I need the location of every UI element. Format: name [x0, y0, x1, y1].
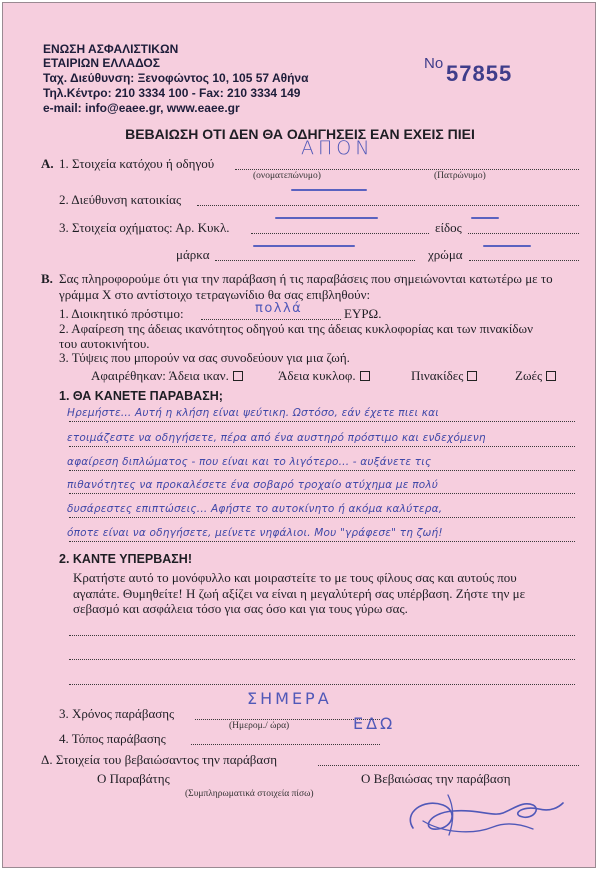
- color-field-line: [469, 260, 579, 261]
- section-b-intro: Σας πληροφορούμε ότι για την παράβαση ή τις παραβάσεις που σημειώνονται κατωτέρω με το γράμμα Χ στο αντίστοιχο τετραγωνίδιο θα σας επιβληθούν:: [59, 271, 553, 302]
- lives-checkbox[interactable]: [546, 371, 556, 381]
- owner-handwritten-value: ΑΠΟΝ: [301, 137, 374, 159]
- supplementary-note: (Συμπληρωματικά στοιχεία πίσω): [185, 789, 314, 799]
- handwriting-line: ετοιμάζεστε να οδηγήσετε, πέρα από ένα αυστηρό πρόστιμο και ενδεχόμενη: [67, 432, 486, 444]
- section-a-letter: Α.: [41, 156, 54, 171]
- lives-option: [515, 368, 556, 384]
- section-d-label: Δ. Στοιχεία του βεβαιώσαντος την παράβαση: [41, 752, 278, 767]
- part2-heading: 2. ΚΑΝΤΕ ΥΠΕΡΒΑΣΗ!: [59, 552, 192, 566]
- time-label: 3. Χρόνος παράβασης: [59, 706, 175, 721]
- license-checkbox-label: Αφαιρέθηκαν: Άδεια ικαν.: [91, 368, 229, 383]
- place-label: 4. Τόπος παράβασης: [59, 731, 166, 746]
- plate-pen-stroke: [275, 217, 378, 219]
- section-b-letter: Β.: [41, 271, 53, 286]
- type-label: είδος: [435, 220, 462, 235]
- brand-label: μάρκα: [176, 247, 210, 262]
- number-label: No: [424, 55, 444, 72]
- plate-field-line: [251, 233, 429, 234]
- type-field-line: [468, 233, 579, 234]
- address-field-line: [197, 205, 579, 206]
- removed-items-row: [91, 368, 243, 384]
- traffic-ticket-form: [2, 2, 596, 868]
- part1-line-4: [69, 493, 575, 494]
- org-phone-fax: Τηλ.Κέντρο: 210 3334 100 - Fax: 210 3334 149: [43, 86, 301, 100]
- license-checkbox[interactable]: [233, 371, 243, 381]
- fine-field-line: [201, 319, 341, 320]
- color-label: χρώμα: [428, 247, 463, 262]
- signature-icon: [383, 783, 583, 853]
- place-handwritten-value: ΕΔΩ: [353, 714, 396, 733]
- fine-handwritten-value: πολλά: [255, 301, 303, 316]
- owner-sub-name: (ονοματεπώνυμο): [253, 171, 321, 181]
- form-title: ΒΕΒΑΙΩΣΗ ΟΤΙ ΔΕΝ ΘΑ ΟΔΗΓΗΣΕΙΣ ΕΑΝ ΕΧΕΙΣ ΠΙΕΙ: [125, 126, 475, 142]
- address-pen-stroke: [291, 189, 367, 191]
- org-name-line1: ΕΝΩΣΗ ΑΣΦΑΛΙΣΤΙΚΩΝ: [43, 42, 179, 56]
- handwriting-line: δυσάρεστες επιπτώσεις... Αφήστε το αυτοκίνητο ή ακόμα καλύτερα,: [67, 503, 443, 515]
- brand-pen-stroke: [253, 245, 355, 247]
- time-sub: (Ημερομ./ ώρα): [229, 721, 290, 731]
- handwriting-line: αφαίρεση διπλώματος - που είναι και το λιγότερο... - αυξάνετε τις: [67, 456, 432, 468]
- plates-checkbox[interactable]: [467, 371, 477, 381]
- brand-field-line: [215, 260, 415, 261]
- handwriting-line: όποτε είναι να οδηγήσετε, μείνετε νηφάλιοι. Μου "γράφεσε" τη ζωή!: [67, 527, 443, 539]
- part1-line-1: [69, 421, 575, 422]
- part2-text: Κρατήστε αυτό το μονόφυλλο και μοιραστείτε το με τους φίλους σας και αυτούς που αγαπάτε. Θυμηθείτε! Η ζωή αξίζει να είναι η μεγαλύτερή σας υπέρβαση. Ζήστε την με σεβασμό και ασφάλεια τόσο για σας όσο και για τους γύρω σας.: [73, 570, 526, 616]
- part1-heading: 1. ΘΑ ΚΑΝΕΤΕ ΠΑΡΑΒΑΣΗ;: [59, 389, 223, 403]
- handwriting-line: πιθανότητες να προκαλέσετε ένα σοβαρό τροχαίο ατύχημα με πολύ: [67, 479, 439, 491]
- color-pen-stroke: [483, 245, 531, 247]
- plates-label: Πινακίδες: [411, 368, 464, 383]
- plates-option: [411, 368, 477, 384]
- form-number: 57855: [446, 61, 513, 86]
- type-pen-stroke: [471, 217, 499, 219]
- violator-label: Ο Παραβάτης: [97, 771, 170, 786]
- lives-label: Ζωές: [515, 368, 543, 383]
- part1-line-2: [69, 446, 575, 447]
- owner-sub-father: (Πατρώνυμο): [434, 171, 486, 181]
- part1-line-3: [69, 470, 575, 471]
- part2-line-3: [69, 684, 575, 685]
- place-field-line: [191, 744, 380, 745]
- license-removal-text: 2. Αφαίρεση της άδειας ικανότητος οδηγού και της άδειας κυκλοφορίας και των πινακίδων του αυτοκινήτου.: [59, 321, 533, 351]
- part2-line-1: [69, 635, 575, 636]
- remorse-text: 3. Τύψεις που μπορούν να σας συνοδεύουν για μια ζωή.: [59, 350, 350, 365]
- org-name-line2: ΕΤΑΙΡΙΩΝ ΕΛΛΑΔΟΣ: [43, 56, 160, 70]
- part1-line-5: [69, 517, 575, 518]
- vehicle-field-label: 3. Στοιχεία οχήματος: Αρ. Κυκλ.: [59, 220, 230, 235]
- handwriting-line: Ηρεμήστε... Αυτή η κλήση είναι ψεύτικη. Ωστόσο, εάν έχετε πιει και: [67, 407, 439, 419]
- org-email: e-mail: info@eaee.gr, www.eaee.gr: [43, 101, 240, 115]
- address-field-label: 2. Διεύθυνση κατοικίας: [59, 192, 182, 207]
- section-d-line: [318, 765, 579, 766]
- time-handwritten-value: ΣΗΜΕΡΑ: [247, 689, 332, 708]
- part2-line-2: [69, 659, 575, 660]
- owner-field-label: 1. Στοιχεία κατόχου ή οδηγού: [59, 156, 215, 171]
- vehicle-permit-label: Άδεια κυκλοφ.: [278, 368, 356, 383]
- vehicle-permit-checkbox[interactable]: [360, 371, 370, 381]
- part1-line-6: [69, 541, 575, 542]
- certifier-label: Ο Βεβαιώσας την παράβαση: [361, 771, 511, 786]
- owner-field-line: [235, 169, 579, 170]
- vehicle-permit-option: [278, 368, 370, 384]
- org-address: Ταχ. Διεύθυνση: Ξενοφώντος 10, 105 57 Αθήνα: [43, 71, 309, 85]
- fine-label: 1. Διοικητικό πρόστιμο:: [59, 306, 184, 321]
- fine-unit: ΕΥΡΩ.: [344, 306, 382, 321]
